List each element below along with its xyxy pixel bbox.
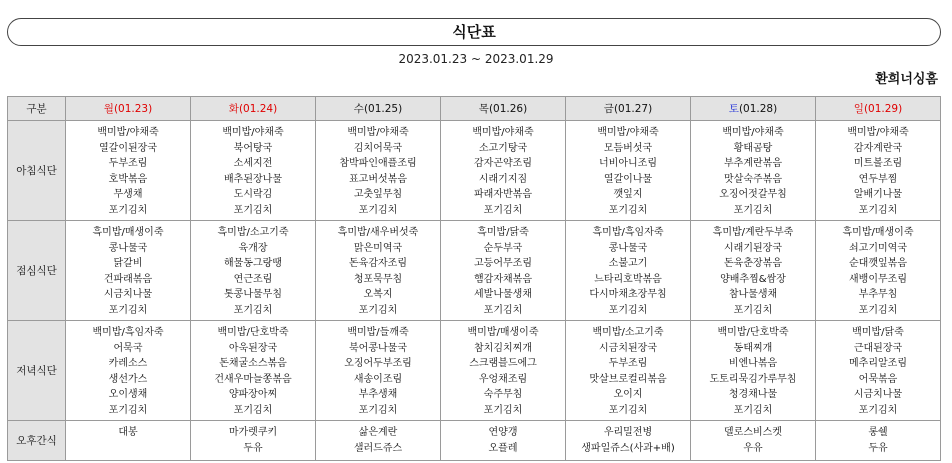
menu-item: 스크램블드에그 bbox=[469, 358, 537, 370]
menu-item: 오플레 bbox=[488, 442, 518, 454]
day-name: 수 bbox=[353, 103, 364, 115]
menu-item: 포기김치 bbox=[358, 304, 398, 316]
menu-item: 포기김치 bbox=[233, 404, 273, 416]
menu-item: 건파래볶음 bbox=[103, 273, 153, 285]
menu-cell bbox=[66, 321, 191, 421]
menu-item: 소불고기 bbox=[608, 258, 648, 270]
menu-item: 포기김치 bbox=[358, 204, 398, 216]
menu-item: 포기김치 bbox=[858, 304, 898, 316]
header-day bbox=[816, 97, 941, 121]
day-name: 목 bbox=[478, 103, 489, 115]
menu-item: 백미밥/야채죽 bbox=[222, 127, 284, 138]
day-date: (01.26) bbox=[488, 103, 528, 115]
day-date: (01.27) bbox=[613, 103, 653, 115]
menu-item: 흑미밥/소고기죽 bbox=[217, 227, 289, 238]
menu-item: 근대된장국 bbox=[853, 342, 903, 354]
meal-label: 오후간식 bbox=[8, 421, 66, 461]
menu-table bbox=[7, 96, 941, 461]
menu-item: 오이생채 bbox=[108, 389, 148, 401]
header-day bbox=[316, 97, 441, 121]
menu-item: 햄감자채볶음 bbox=[474, 273, 532, 285]
menu-item: 세발나물생채 bbox=[474, 289, 532, 301]
day-name: 월 bbox=[103, 103, 114, 115]
menu-item: 감자계란국 bbox=[853, 142, 903, 154]
menu-item: 포기김치 bbox=[608, 304, 648, 316]
menu-item: 해물동그랑땡 bbox=[224, 258, 282, 270]
day-date: (01.23) bbox=[113, 103, 153, 115]
menu-item: 연양갱 bbox=[488, 427, 518, 438]
menu-item: 돈육감자조림 bbox=[349, 258, 407, 270]
menu-item: 백미밥/단호박죽 bbox=[717, 327, 789, 338]
menu-item: 도시락김 bbox=[233, 189, 273, 201]
menu-item: 포기김치 bbox=[608, 404, 648, 416]
menu-cell bbox=[691, 421, 816, 461]
menu-item: 포기김치 bbox=[608, 204, 648, 216]
menu-item: 두부조림 bbox=[108, 158, 148, 170]
menu-item: 동태찌개 bbox=[733, 342, 773, 354]
menu-item: 콩나물국 bbox=[108, 242, 148, 254]
menu-cell bbox=[691, 121, 816, 221]
menu-item: 부추생채 bbox=[358, 389, 398, 401]
menu-cell bbox=[191, 321, 316, 421]
menu-item: 포기김치 bbox=[483, 404, 523, 416]
menu-cell bbox=[566, 321, 691, 421]
header-row bbox=[8, 97, 941, 121]
menu-item: 포기김치 bbox=[733, 404, 773, 416]
menu-item: 육개장 bbox=[238, 242, 268, 254]
menu-cell bbox=[566, 121, 691, 221]
menu-cell bbox=[691, 321, 816, 421]
menu-item: 마가렛쿠키 bbox=[228, 427, 278, 438]
menu-item: 돈육춘장볶음 bbox=[724, 258, 782, 270]
menu-item: 오징어젓갈무침 bbox=[719, 189, 787, 201]
menu-item: 생선가스 bbox=[108, 373, 148, 385]
menu-item: 포기김치 bbox=[108, 204, 148, 216]
menu-item: 황태곰탕 bbox=[733, 142, 773, 154]
menu-item: 두유 bbox=[868, 442, 888, 454]
menu-item: 닭갈비 bbox=[113, 258, 143, 270]
menu-item: 백미밥/닭죽 bbox=[852, 327, 904, 338]
menu-item: 오복지 bbox=[363, 289, 393, 301]
menu-item: 맑은미역국 bbox=[353, 242, 403, 254]
menu-item: 오징어두부조림 bbox=[344, 358, 412, 370]
menu-cell bbox=[316, 421, 441, 461]
menu-cell bbox=[316, 221, 441, 321]
day-name: 화 bbox=[228, 103, 239, 115]
menu-cell bbox=[316, 321, 441, 421]
menu-cell bbox=[316, 121, 441, 221]
menu-cell bbox=[816, 121, 941, 221]
menu-item: 포기김치 bbox=[483, 204, 523, 216]
menu-item: 숙주무침 bbox=[483, 389, 523, 401]
menu-item: 시금치나물 bbox=[103, 289, 153, 301]
menu-item: 흑미밥/매생이죽 bbox=[842, 227, 914, 238]
menu-body bbox=[8, 121, 941, 461]
menu-item: 부추무침 bbox=[858, 289, 898, 301]
menu-item: 감자곤약조림 bbox=[474, 158, 532, 170]
menu-item: 포기김치 bbox=[233, 204, 273, 216]
menu-cell bbox=[566, 221, 691, 321]
menu-item: 포기김치 bbox=[733, 304, 773, 316]
date-range: 2023.01.23 ~ 2023.01.29 bbox=[398, 52, 554, 66]
menu-item: 참박파인애플조림 bbox=[339, 158, 417, 170]
menu-item: 백미밥/야채죽 bbox=[97, 127, 159, 138]
menu-item: 북어탕국 bbox=[233, 142, 273, 154]
menu-item: 두유 bbox=[243, 442, 263, 454]
header-day bbox=[191, 97, 316, 121]
menu-item: 콩나물국 bbox=[608, 242, 648, 254]
menu-item: 시래기지짐 bbox=[478, 173, 528, 185]
menu-item: 흑미밥/새우버섯죽 bbox=[337, 227, 419, 238]
menu-item: 비엔나볶음 bbox=[728, 358, 778, 370]
menu-item: 순두부국 bbox=[483, 242, 523, 254]
menu-item: 돈채굴소스볶음 bbox=[219, 358, 287, 370]
menu-item: 흑미밥/매생이죽 bbox=[92, 227, 164, 238]
menu-item: 소고기탕국 bbox=[478, 142, 528, 154]
menu-item: 너비아니조림 bbox=[599, 158, 657, 170]
menu-cell bbox=[816, 221, 941, 321]
menu-item: 우리밀전병 bbox=[603, 427, 653, 438]
menu-cell bbox=[191, 221, 316, 321]
meal-row bbox=[8, 121, 941, 221]
menu-item: 순대깻잎볶음 bbox=[849, 258, 907, 270]
menu-item: 시금치된장국 bbox=[599, 342, 657, 354]
menu-item: 배추된장나물 bbox=[224, 173, 282, 185]
menu-cell bbox=[66, 221, 191, 321]
menu-item: 톳콩나물무침 bbox=[224, 289, 282, 301]
menu-item: 백미밥/소고기죽 bbox=[592, 327, 664, 338]
menu-item: 시래기된장국 bbox=[724, 242, 782, 254]
day-date: (01.24) bbox=[238, 103, 278, 115]
day-name: 토 bbox=[728, 103, 739, 115]
day-date: (01.28) bbox=[738, 103, 778, 115]
meal-row bbox=[8, 421, 941, 461]
menu-item: 느타리호박볶음 bbox=[594, 273, 662, 285]
menu-item: 백미밥/야채죽 bbox=[347, 127, 409, 138]
menu-cell bbox=[191, 121, 316, 221]
menu-item: 백미밥/야채죽 bbox=[847, 127, 909, 138]
menu-item: 백미밥/단호박죽 bbox=[217, 327, 289, 338]
menu-item: 백미밥/매생이죽 bbox=[467, 327, 539, 338]
menu-item: 청포묵무침 bbox=[353, 273, 403, 285]
menu-item: 카레소스 bbox=[108, 358, 148, 370]
menu-cell bbox=[691, 221, 816, 321]
menu-cell bbox=[66, 121, 191, 221]
menu-item: 두부조림 bbox=[608, 358, 648, 370]
menu-item: 북어콩나물국 bbox=[349, 342, 407, 354]
menu-item: 참나물생채 bbox=[728, 289, 778, 301]
menu-item: 흑미밥/닭죽 bbox=[477, 227, 529, 238]
page-title: 식단표 bbox=[7, 18, 941, 46]
menu-cell bbox=[566, 421, 691, 461]
menu-item: 맛살숙주볶음 bbox=[724, 173, 782, 185]
menu-item: 롱쉘 bbox=[868, 427, 888, 438]
header-day bbox=[566, 97, 691, 121]
menu-item: 포기김치 bbox=[858, 204, 898, 216]
menu-cell bbox=[66, 421, 191, 461]
menu-item: 포기김치 bbox=[108, 404, 148, 416]
menu-item: 모듬버섯국 bbox=[603, 142, 653, 154]
menu-item: 도토리묵김가루무침 bbox=[709, 373, 797, 385]
menu-cell bbox=[441, 421, 566, 461]
menu-item: 호박볶음 bbox=[108, 173, 148, 185]
menu-item: 오이지 bbox=[613, 389, 643, 401]
menu-item: 무생채 bbox=[113, 189, 143, 201]
menu-item: 어묵볶음 bbox=[858, 373, 898, 385]
menu-item: 백미밥/흑임자죽 bbox=[92, 327, 164, 338]
menu-item: 양파장아찌 bbox=[228, 389, 278, 401]
menu-item: 새뱅이무조림 bbox=[849, 273, 907, 285]
menu-item: 백미밥/야채죽 bbox=[472, 127, 534, 138]
menu-item: 연두부찜 bbox=[858, 173, 898, 185]
menu-item: 열갈이나물 bbox=[603, 173, 653, 185]
menu-item: 소세지전 bbox=[233, 158, 273, 170]
menu-cell bbox=[816, 421, 941, 461]
menu-item: 시금치나물 bbox=[853, 389, 903, 401]
menu-cell bbox=[816, 321, 941, 421]
meal-row bbox=[8, 221, 941, 321]
menu-item: 대봉 bbox=[118, 427, 138, 438]
meal-label: 저녁식단 bbox=[8, 321, 66, 421]
header-day bbox=[691, 97, 816, 121]
header-day bbox=[66, 97, 191, 121]
menu-item: 양배추찜&쌈장 bbox=[720, 273, 786, 285]
menu-item: 쇠고기미역국 bbox=[849, 242, 907, 254]
meal-row bbox=[8, 321, 941, 421]
day-name: 일 bbox=[853, 103, 864, 115]
day-date: (01.25) bbox=[363, 103, 403, 115]
menu-item: 고등어무조림 bbox=[474, 258, 532, 270]
menu-item: 포기김치 bbox=[483, 304, 523, 316]
menu-item: 우유 bbox=[743, 442, 763, 454]
menu-item: 흑미밥/흑임자죽 bbox=[592, 227, 664, 238]
menu-item: 어묵국 bbox=[113, 342, 143, 354]
menu-item: 표고버섯볶음 bbox=[349, 173, 407, 185]
menu-item: 건새우마늘쫑볶음 bbox=[214, 373, 292, 385]
menu-item: 델로스비스켓 bbox=[724, 427, 782, 438]
menu-item: 김치어묵국 bbox=[353, 142, 403, 154]
menu-item: 청경채나물 bbox=[728, 389, 778, 401]
facility-name: 환희너싱홈 bbox=[875, 72, 938, 87]
menu-item: 알배기나물 bbox=[853, 189, 903, 201]
menu-item: 메추리알조림 bbox=[849, 358, 907, 370]
menu-item: 부추계란볶음 bbox=[724, 158, 782, 170]
menu-item: 아욱된장국 bbox=[228, 342, 278, 354]
menu-item: 파래자반볶음 bbox=[474, 189, 532, 201]
menu-item: 깻잎지 bbox=[613, 189, 643, 201]
menu-item: 다시마채초장무침 bbox=[589, 289, 667, 301]
menu-item: 흑미밥/계란두부죽 bbox=[712, 227, 794, 238]
menu-item: 참치김치찌개 bbox=[474, 342, 532, 354]
menu-item: 백미밥/야채죽 bbox=[722, 127, 784, 138]
menu-item: 포기김치 bbox=[108, 304, 148, 316]
menu-item: 포기김치 bbox=[733, 204, 773, 216]
menu-item: 고춧잎무침 bbox=[353, 189, 403, 201]
menu-item: 백미밥/들깨죽 bbox=[347, 327, 409, 338]
meal-label: 점심식단 bbox=[8, 221, 66, 321]
menu-cell bbox=[441, 121, 566, 221]
menu-item: 미트볼조림 bbox=[853, 158, 903, 170]
header-category: 구분 bbox=[8, 97, 66, 121]
menu-cell bbox=[441, 321, 566, 421]
menu-item: 포기김치 bbox=[358, 404, 398, 416]
menu-item: 백미밥/야채죽 bbox=[597, 127, 659, 138]
menu-item: 샐러드쥬스 bbox=[353, 442, 403, 454]
header-day bbox=[441, 97, 566, 121]
menu-cell bbox=[441, 221, 566, 321]
menu-item: 맛살브로컬리볶음 bbox=[589, 373, 667, 385]
menu-item: 새송이조림 bbox=[353, 373, 403, 385]
menu-item: 삶은계란 bbox=[358, 427, 398, 438]
menu-item: 포기김치 bbox=[858, 404, 898, 416]
menu-item: 열갈이된장국 bbox=[99, 142, 157, 154]
meal-label: 아침식단 bbox=[8, 121, 66, 221]
menu-item: 생파일쥬스(사과+배) bbox=[581, 442, 675, 454]
menu-item: 연근조림 bbox=[233, 273, 273, 285]
menu-item: 우엉채조림 bbox=[478, 373, 528, 385]
menu-cell bbox=[191, 421, 316, 461]
day-name: 금 bbox=[603, 103, 614, 115]
day-date: (01.29) bbox=[863, 103, 903, 115]
menu-item: 포기김치 bbox=[233, 304, 273, 316]
